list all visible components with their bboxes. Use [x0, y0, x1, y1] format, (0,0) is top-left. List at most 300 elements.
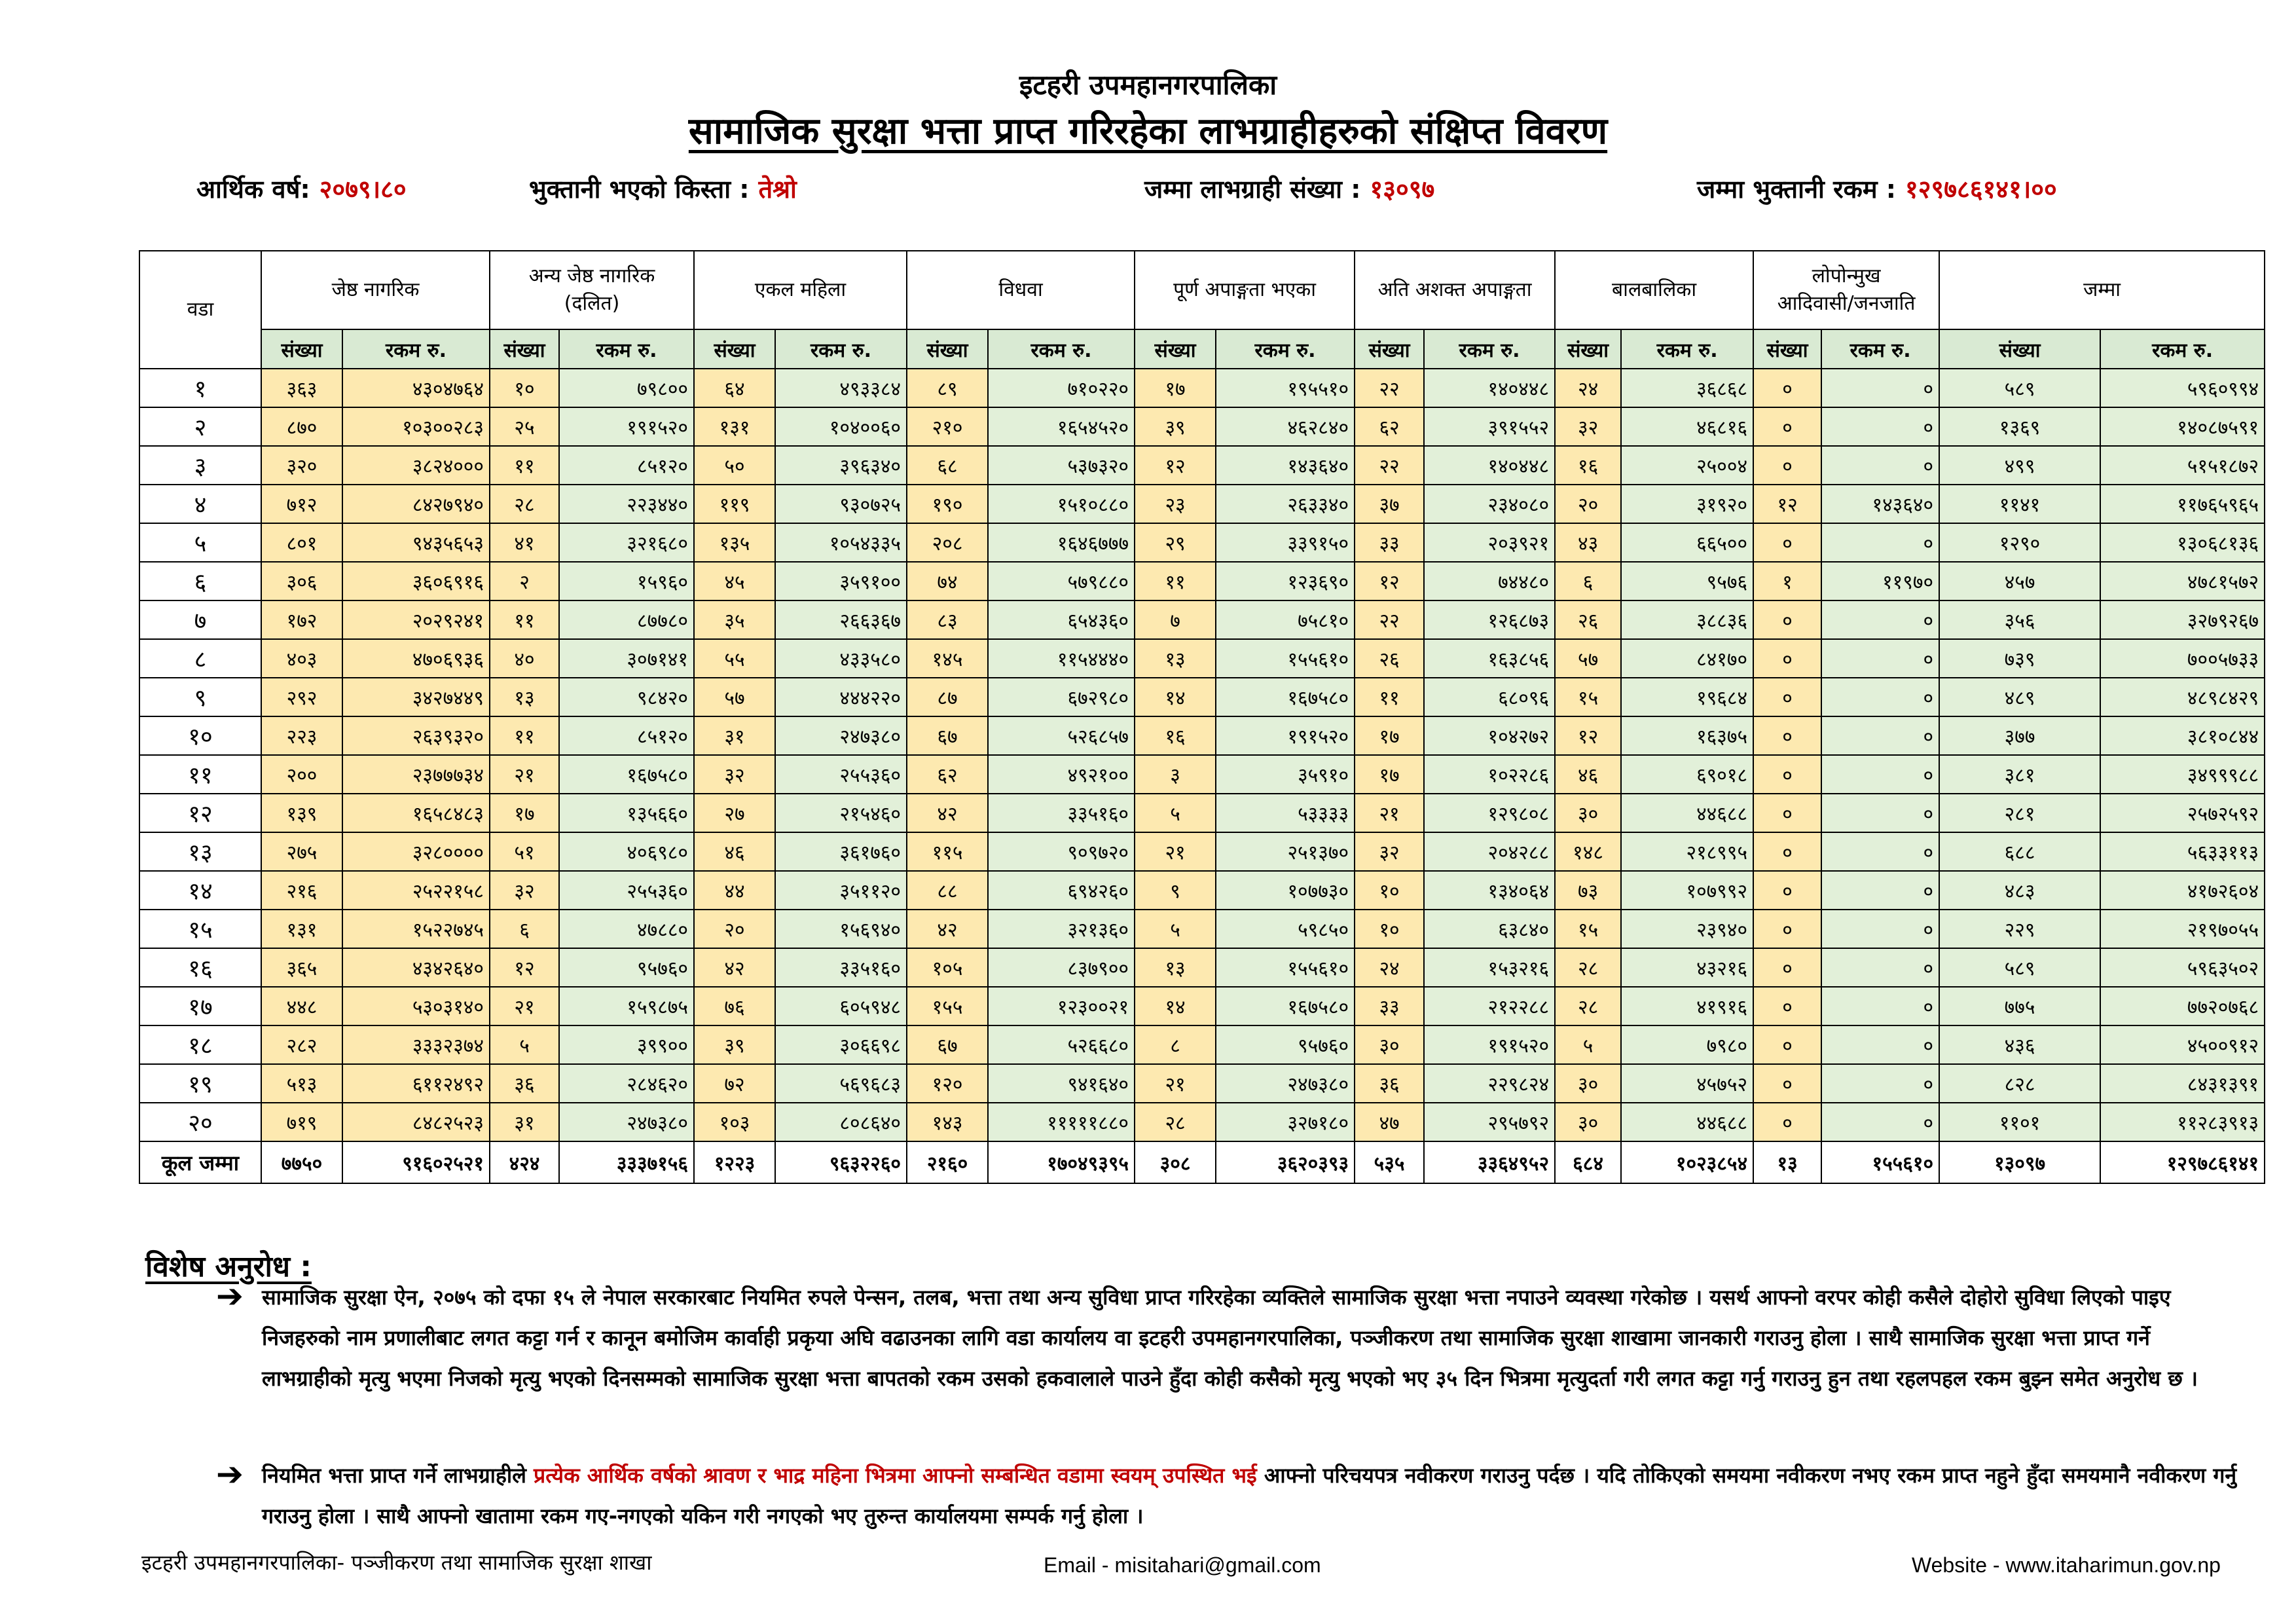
total-count: २१६०	[907, 1141, 988, 1183]
count-cell: १६	[1555, 446, 1621, 485]
table-row	[139, 987, 2265, 1025]
amount-cell: ३४२७४४९	[342, 678, 490, 716]
group-header: एकल महिला	[694, 251, 907, 329]
amount-cell: ११७६५९६५	[2100, 485, 2265, 523]
count-cell: १०३	[694, 1103, 775, 1141]
count-cell: १०	[1355, 910, 1424, 948]
amount-cell: ०	[1821, 948, 1939, 987]
count-cell: २४	[1355, 948, 1424, 987]
count-cell: ५१	[490, 832, 559, 871]
amount-cell: ७५८१०	[1216, 600, 1355, 639]
count-cell: १५५	[907, 987, 988, 1025]
table-row	[139, 794, 2265, 832]
amount-cell: ६६५००	[1621, 523, 1753, 562]
count-cell: १७	[490, 794, 559, 832]
count-header: संख्या	[1753, 329, 1821, 369]
amount-cell: २६३३४०	[1216, 485, 1355, 523]
amount-cell: १६४६७७७	[988, 523, 1135, 562]
amount-header: रकम रु.	[988, 329, 1135, 369]
count-cell: २२	[1355, 369, 1424, 407]
amount-cell: ५२६६८०	[988, 1025, 1135, 1064]
count-cell: ३७७	[1939, 716, 2100, 755]
amount-cell: ५९६३५०२	[2100, 948, 2265, 987]
amount-cell: ४६८१६	[1621, 407, 1753, 446]
amount-cell: २१८९९५	[1621, 832, 1753, 871]
count-cell: ३६	[1355, 1064, 1424, 1103]
amount-cell: ८३७९००	[988, 948, 1135, 987]
total-amount: ९१६०२५२१	[342, 1141, 490, 1183]
group-header: जेष्ठ नागरिक	[261, 251, 490, 329]
amount-cell: ७७२०७६८	[2100, 987, 2265, 1025]
amount-cell: १०५४३३५	[775, 523, 907, 562]
count-cell: १७	[1355, 755, 1424, 794]
amount-cell: ३०६६९८	[775, 1025, 907, 1064]
amount-cell: ५६३३११३	[2100, 832, 2265, 871]
total-count: ७७५०	[261, 1141, 342, 1183]
count-cell: १७	[1355, 716, 1424, 755]
amount-cell: ३६०६९१६	[342, 562, 490, 600]
amount-cell: ३०७१४१	[559, 639, 694, 678]
amount-cell: ४७८८०	[559, 910, 694, 948]
count-cell: २८	[490, 485, 559, 523]
count-cell: ०	[1753, 523, 1821, 562]
count-cell: ६२	[907, 755, 988, 794]
amount-cell: ४१९१६	[1621, 987, 1753, 1025]
ward-number: १५	[139, 910, 261, 948]
count-cell: २८२	[261, 1025, 342, 1064]
amount-cell: ३४९९९८८	[2100, 755, 2265, 794]
amount-cell: ८४३१३९१	[2100, 1064, 2265, 1103]
table-row	[139, 1064, 2265, 1103]
count-cell: ३०	[1555, 1064, 1621, 1103]
amount-cell: ३५११२०	[775, 871, 907, 910]
count-cell: १७	[1135, 369, 1216, 407]
fiscal-year-label: आर्थिक वर्ष:	[196, 175, 310, 204]
table-row	[139, 562, 2265, 600]
amount-cell: १४०४४८	[1424, 369, 1555, 407]
amount-cell: ३२१३६०	[988, 910, 1135, 948]
amount-cell: ४७८१५७२	[2100, 562, 2265, 600]
count-cell: ३९	[694, 1025, 775, 1064]
amount-header: रकम रु.	[775, 329, 907, 369]
count-cell: ३७	[1355, 485, 1424, 523]
amount-cell: ९५७६०	[1216, 1025, 1355, 1064]
group-header: विधवा	[907, 251, 1135, 329]
table-row	[139, 755, 2265, 794]
table-row	[139, 523, 2265, 562]
amount-cell: १६३७५	[1621, 716, 1753, 755]
table-row	[139, 600, 2265, 639]
arrow-right-icon: ➔	[216, 1455, 244, 1493]
amount-cell: ६९४२६०	[988, 871, 1135, 910]
amount-cell: ९४१६४०	[988, 1064, 1135, 1103]
count-cell: ३३	[1355, 523, 1424, 562]
count-cell: २७	[694, 794, 775, 832]
amount-cell: १९६८४	[1621, 678, 1753, 716]
count-cell: १२	[1555, 716, 1621, 755]
count-cell: ८७०	[261, 407, 342, 446]
amount-cell: २३४०८०	[1424, 485, 1555, 523]
count-cell: ९	[1135, 871, 1216, 910]
count-cell: ७	[1135, 600, 1216, 639]
amount-cell: ४६२८४०	[1216, 407, 1355, 446]
ward-number: १७	[139, 987, 261, 1025]
count-cell: ११	[490, 600, 559, 639]
amount-cell: ९५७६०	[559, 948, 694, 987]
count-cell: २८	[1555, 948, 1621, 987]
count-cell: ०	[1753, 407, 1821, 446]
amount-cell: १४३६४०	[1821, 485, 1939, 523]
count-cell: १२	[1355, 562, 1424, 600]
amount-cell: ६९०१८	[1621, 755, 1753, 794]
count-cell: ८९	[907, 369, 988, 407]
fiscal-year-value: २०७९।८०	[319, 175, 407, 204]
amount-cell: ३३३२३७४	[342, 1025, 490, 1064]
amount-cell: २३७७७३४	[342, 755, 490, 794]
count-cell: ६७	[907, 1025, 988, 1064]
total-count: १३०९७	[1939, 1141, 2100, 1183]
amount-cell: ०	[1821, 794, 1939, 832]
count-header: संख्या	[1135, 329, 1216, 369]
count-cell: १	[1753, 562, 1821, 600]
count-cell: ७४	[907, 562, 988, 600]
count-cell: ३२	[1355, 832, 1424, 871]
amount-cell: ३२७१८०	[1216, 1103, 1355, 1141]
amount-cell: १६५८४८३	[342, 794, 490, 832]
amount-cell: २५१३७०	[1216, 832, 1355, 871]
count-cell: १४८	[1555, 832, 1621, 871]
amount-cell: १६५४५२०	[988, 407, 1135, 446]
count-cell: २५	[490, 407, 559, 446]
count-cell: ११	[490, 446, 559, 485]
count-cell: ३२	[694, 755, 775, 794]
amount-cell: २०४२८८	[1424, 832, 1555, 871]
count-cell: ५	[1135, 794, 1216, 832]
table-row	[139, 678, 2265, 716]
amount-cell: ०	[1821, 639, 1939, 678]
count-cell: ०	[1753, 987, 1821, 1025]
count-cell: ५	[490, 1025, 559, 1064]
count-cell: ७१९	[261, 1103, 342, 1141]
amount-header: रकम रु.	[1821, 329, 1939, 369]
count-cell: ११	[1355, 678, 1424, 716]
amount-header: रकम रु.	[342, 329, 490, 369]
amount-cell: २६६३६७	[775, 600, 907, 639]
count-cell: २९	[1135, 523, 1216, 562]
total-amount: ३३६४९५२	[1424, 1141, 1555, 1183]
total-amount: १२९७८६१४१	[2100, 1141, 2265, 1183]
total-count: १२२३	[694, 1141, 775, 1183]
beneficiary-total-value: १३०९७	[1370, 175, 1435, 204]
count-cell: ६	[490, 910, 559, 948]
amount-cell: १५३२१६	[1424, 948, 1555, 987]
request-paragraph-2-end: आफ्नो परिचयपत्र नवीकरण गराउनु पर्दछ । यदि तोकिएको समयमा नवीकरण नभए रकम प्राप्त नहुने हुँदा समयमानै नवीकरण गर्नु गराउनु होला । साथै आफ्नो खातामा रकम गए-नगएको यकिन गरी नगएको भए तुरुन्त कार्यालयमा सम्पर्क गर्नु होला ।	[262, 1463, 2237, 1528]
amount-cell: १२९८०८	[1424, 794, 1555, 832]
amount-cell: १२६८७३	[1424, 600, 1555, 639]
amount-cell: १६७५८०	[1216, 678, 1355, 716]
count-cell: २०८	[907, 523, 988, 562]
amount-cell: २१५४६०	[775, 794, 907, 832]
ward-number: ८	[139, 639, 261, 678]
count-cell: १४	[1135, 678, 1216, 716]
count-cell: ४६	[1555, 755, 1621, 794]
count-cell: ६८८	[1939, 832, 2100, 871]
amount-cell: ०	[1821, 755, 1939, 794]
count-cell: ०	[1753, 1064, 1821, 1103]
table-row	[139, 716, 2265, 755]
amount-cell: ३३९१५०	[1216, 523, 1355, 562]
table-sub-header	[139, 329, 2265, 369]
count-cell: १३९	[261, 794, 342, 832]
amount-cell: ३६८६८	[1621, 369, 1753, 407]
count-cell: ५८९	[1939, 369, 2100, 407]
amount-cell: ७९८००	[559, 369, 694, 407]
count-cell: ४८९	[1939, 678, 2100, 716]
ward-number: १२	[139, 794, 261, 832]
amount-cell: २४७३८०	[775, 716, 907, 755]
amount-cell: ६०५९४८	[775, 987, 907, 1025]
total-amount: ३६२०३९३	[1216, 1141, 1355, 1183]
request-paragraph-2	[262, 1455, 2239, 1536]
amount-cell: ४९३३८४	[775, 369, 907, 407]
footer-email: Email - misitahari@gmail.com	[1044, 1553, 1321, 1577]
total-amount: १०२३८५४	[1621, 1141, 1753, 1183]
amount-cell: ०	[1821, 523, 1939, 562]
amount-cell: ७००५७३३	[2100, 639, 2265, 678]
count-header: संख्या	[261, 329, 342, 369]
amount-cell: ५९८५०	[1216, 910, 1355, 948]
count-cell: ११५	[907, 832, 988, 871]
count-cell: २१	[1135, 832, 1216, 871]
amount-cell: १५९६०	[559, 562, 694, 600]
count-cell: ३५६	[1939, 600, 2100, 639]
amount-cell: ४४६८८	[1621, 1103, 1753, 1141]
amount-cell: १०४२७२	[1424, 716, 1555, 755]
amount-cell: ०	[1821, 678, 1939, 716]
count-cell: १५	[1555, 910, 1621, 948]
count-cell: २०	[1555, 485, 1621, 523]
amount-cell: ३९९००	[559, 1025, 694, 1064]
count-cell: २७५	[261, 832, 342, 871]
installment-value: तेश्रो	[758, 175, 797, 204]
amount-cell: २४७३८०	[1216, 1064, 1355, 1103]
amount-cell: २२३४४०	[559, 485, 694, 523]
count-cell: ४२	[907, 910, 988, 948]
amount-cell: २५५३६०	[559, 871, 694, 910]
count-cell: ३	[1135, 755, 1216, 794]
amount-cell: १२३००२१	[988, 987, 1135, 1025]
count-cell: ११०१	[1939, 1103, 2100, 1141]
count-cell: ०	[1753, 871, 1821, 910]
count-cell: १४	[1135, 987, 1216, 1025]
count-cell: २२	[1355, 446, 1424, 485]
request-paragraph-1: सामाजिक सुरक्षा ऐन, २०७५ को दफा १५ ले नेपाल सरकारबाट नियमित रुपले पेन्सन, तलब, भत्ता तथा अन्य सुविधा प्राप्त गरिरहेका व्यक्तिले सामाजिक सुरक्षा भत्ता नपाउने व्यवस्था गरेकोछ । यसर्थ आफ्नो वरपर कोही कसैले दोहोरो सुविधा लिएको पाइए निजहरुको नाम प्रणालीबाट लगत कट्टा गर्न र कानून बमोजिम कार्वाही प्रकृया अघि वढाउनका लागि वडा कार्यालय वा इटहरी उपमहानगरपालिका, पञ्जीकरण तथा सामाजिक सुरक्षा शाखामा जानकारी गराउनु होला । साथै सामाजिक सुरक्षा भत्ता प्राप्त गर्ने लाभग्राहीको मृत्यु भएमा निजको मृत्यु भएको दिनसम्मको सामाजिक सुरक्षा भत्ता बापतको रकम उसको हकवालाले पाउने हुँदा कोही कसैको मृत्यु भएको भए ३५ दिन भित्रमा मृत्युदर्ता गरी लगत कट्टा गर्नु गराउनु हुन तथा रहलपहल रकम बुझ्न समेत अनुरोध छ ।	[262, 1285, 2198, 1391]
count-cell: २४	[1555, 369, 1621, 407]
total-amount: ३३३७१५६	[559, 1141, 694, 1183]
amount-cell: १५५६१०	[1216, 639, 1355, 678]
count-cell: ०	[1753, 678, 1821, 716]
count-cell: १३	[1135, 948, 1216, 987]
group-header: अति अशक्त अपाङ्गता	[1355, 251, 1555, 329]
request-paragraph-2-highlight: प्रत्येक आर्थिक वर्षको श्रावण र भाद्र महिना भित्रमा आफ्नो सम्बन्धित वडामा स्वयम् उपस्थित भई	[534, 1463, 1257, 1488]
count-cell: २८१	[1939, 794, 2100, 832]
amount-cell: ३३५१६०	[775, 948, 907, 987]
amount-cell: ९४३५६५३	[342, 523, 490, 562]
amount-header: रकम रु.	[2100, 329, 2265, 369]
count-cell: २	[490, 562, 559, 600]
count-cell: ३६३	[261, 369, 342, 407]
count-cell: ३२०	[261, 446, 342, 485]
amount-cell: २५७२५९२	[2100, 794, 2265, 832]
ward-header: वडा	[139, 251, 261, 369]
amount-cell: ४८९८४२९	[2100, 678, 2265, 716]
count-cell: ३२	[490, 871, 559, 910]
total-label: कूल जम्मा	[139, 1141, 261, 1183]
amount-cell: १६७५८०	[559, 755, 694, 794]
count-cell: ०	[1753, 755, 1821, 794]
amount-cell: २१९७०५५	[2100, 910, 2265, 948]
footer-office: इटहरी उपमहानगरपालिका- पञ्जीकरण तथा सामाजिक सुरक्षा शाखा	[141, 1550, 652, 1575]
count-cell: २६	[1355, 639, 1424, 678]
count-cell: २१	[1355, 794, 1424, 832]
amount-cell: ३२८००००	[342, 832, 490, 871]
count-cell: २६	[1555, 600, 1621, 639]
total-count: ५३५	[1355, 1141, 1424, 1183]
amount-cell: १४०४४८	[1424, 446, 1555, 485]
amount-cell: ६३८४०	[1424, 910, 1555, 948]
amount-cell: ३९१५५२	[1424, 407, 1555, 446]
count-cell: १३	[490, 678, 559, 716]
count-cell: ४१	[490, 523, 559, 562]
count-cell: ५८९	[1939, 948, 2100, 987]
count-cell: ६८	[907, 446, 988, 485]
group-header: अन्य जेष्ठ नागरिक (दलित)	[490, 251, 694, 329]
count-cell: २८	[1555, 987, 1621, 1025]
amount-cell: ७४४८०	[1424, 562, 1555, 600]
amount-cell: ०	[1821, 832, 1939, 871]
total-amount: १७०४९३९५	[988, 1141, 1135, 1183]
count-cell: ४४८	[261, 987, 342, 1025]
count-cell: २८	[1135, 1103, 1216, 1141]
amount-cell: ८५१२०	[559, 446, 694, 485]
amount-cell: ७१०२२०	[988, 369, 1135, 407]
count-cell: ७३९	[1939, 639, 2100, 678]
count-cell: १३	[1135, 639, 1216, 678]
count-cell: ३१	[490, 1103, 559, 1141]
count-cell: ०	[1753, 369, 1821, 407]
count-cell: ४२	[694, 948, 775, 987]
amount-cell: १५१०८८०	[988, 485, 1135, 523]
table-row	[139, 407, 2265, 446]
page-title: सामाजिक सुरक्षा भत्ता प्राप्त गरिरहेका लाभग्राहीहरुको संक्षिप्त विवरण	[688, 110, 1608, 153]
ward-number: १६	[139, 948, 261, 987]
amount-cell: ३२७९२६७	[2100, 600, 2265, 639]
amount-cell: ८४८२५२३	[342, 1103, 490, 1141]
count-cell: ०	[1753, 832, 1821, 871]
count-cell: २००	[261, 755, 342, 794]
ward-number: ३	[139, 446, 261, 485]
amount-cell: २१२२८८	[1424, 987, 1555, 1025]
count-cell: २१	[490, 987, 559, 1025]
count-cell: २०	[694, 910, 775, 948]
count-cell: ५७	[1555, 639, 1621, 678]
table-row	[139, 1103, 2265, 1141]
count-cell: ५०	[694, 446, 775, 485]
total-amount: ९६३२२६०	[775, 1141, 907, 1183]
amount-cell: ५३७३२०	[988, 446, 1135, 485]
amount-cell: ११५४४४०	[988, 639, 1135, 678]
amount-total-label: जम्मा भुक्तानी रकम :	[1697, 175, 1896, 204]
ward-number: १८	[139, 1025, 261, 1064]
count-cell: ०	[1753, 446, 1821, 485]
count-cell: ४४	[694, 871, 775, 910]
amount-cell: ३५९१०	[1216, 755, 1355, 794]
count-cell: ३०	[1555, 1103, 1621, 1141]
amount-cell: २५५३६०	[775, 755, 907, 794]
count-cell: ०	[1753, 910, 1821, 948]
count-cell: २१६	[261, 871, 342, 910]
count-cell: ३२	[1555, 407, 1621, 446]
count-cell: ८	[1135, 1025, 1216, 1064]
count-cell: ७१२	[261, 485, 342, 523]
count-cell: ०	[1753, 1103, 1821, 1141]
count-cell: ४२	[907, 794, 988, 832]
count-cell: १२९०	[1939, 523, 2100, 562]
count-cell: ६७	[907, 716, 988, 755]
amount-header: रकम रु.	[1216, 329, 1355, 369]
ward-number: ५	[139, 523, 261, 562]
count-cell: १९०	[907, 485, 988, 523]
count-cell: २१	[1135, 1064, 1216, 1103]
special-request-heading: विशेष अनुरोध :	[145, 1250, 312, 1283]
count-header: संख्या	[907, 329, 988, 369]
count-cell: १०	[1355, 871, 1424, 910]
amount-cell: ९३०७२५	[775, 485, 907, 523]
count-cell: १४५	[907, 639, 988, 678]
count-cell: ४०३	[261, 639, 342, 678]
amount-cell: २३९४०	[1621, 910, 1753, 948]
arrow-right-icon: ➔	[216, 1277, 244, 1315]
count-cell: ०	[1753, 1025, 1821, 1064]
ward-number: ६	[139, 562, 261, 600]
total-count: ६८४	[1555, 1141, 1621, 1183]
amount-cell: १६३८५६	[1424, 639, 1555, 678]
count-cell: ७३	[1555, 871, 1621, 910]
footer-website: Website - www.itaharimun.gov.np	[1912, 1553, 2221, 1577]
amount-cell: ५९६०९९४	[2100, 369, 2265, 407]
count-cell: ३०६	[261, 562, 342, 600]
amount-cell: २४७३८०	[559, 1103, 694, 1141]
ward-number: ९	[139, 678, 261, 716]
amount-cell: ४९२१००	[988, 755, 1135, 794]
amount-cell: १५९८७५	[559, 987, 694, 1025]
amount-cell: ५३३३३	[1216, 794, 1355, 832]
count-cell: ४६	[694, 832, 775, 871]
count-cell: १२	[1135, 446, 1216, 485]
amount-header: रकम रु.	[1424, 329, 1555, 369]
amount-cell: ०	[1821, 369, 1939, 407]
amount-cell: १२३६९०	[1216, 562, 1355, 600]
amount-cell: १०३००२८३	[342, 407, 490, 446]
amount-cell: ४४४२२०	[775, 678, 907, 716]
count-cell: ६	[1555, 562, 1621, 600]
installment	[529, 172, 797, 206]
amount-cell: ०	[1821, 446, 1939, 485]
ward-number: १०	[139, 716, 261, 755]
count-cell: ११	[1135, 562, 1216, 600]
ward-number: २	[139, 407, 261, 446]
group-header: जम्मा	[1939, 251, 2265, 329]
